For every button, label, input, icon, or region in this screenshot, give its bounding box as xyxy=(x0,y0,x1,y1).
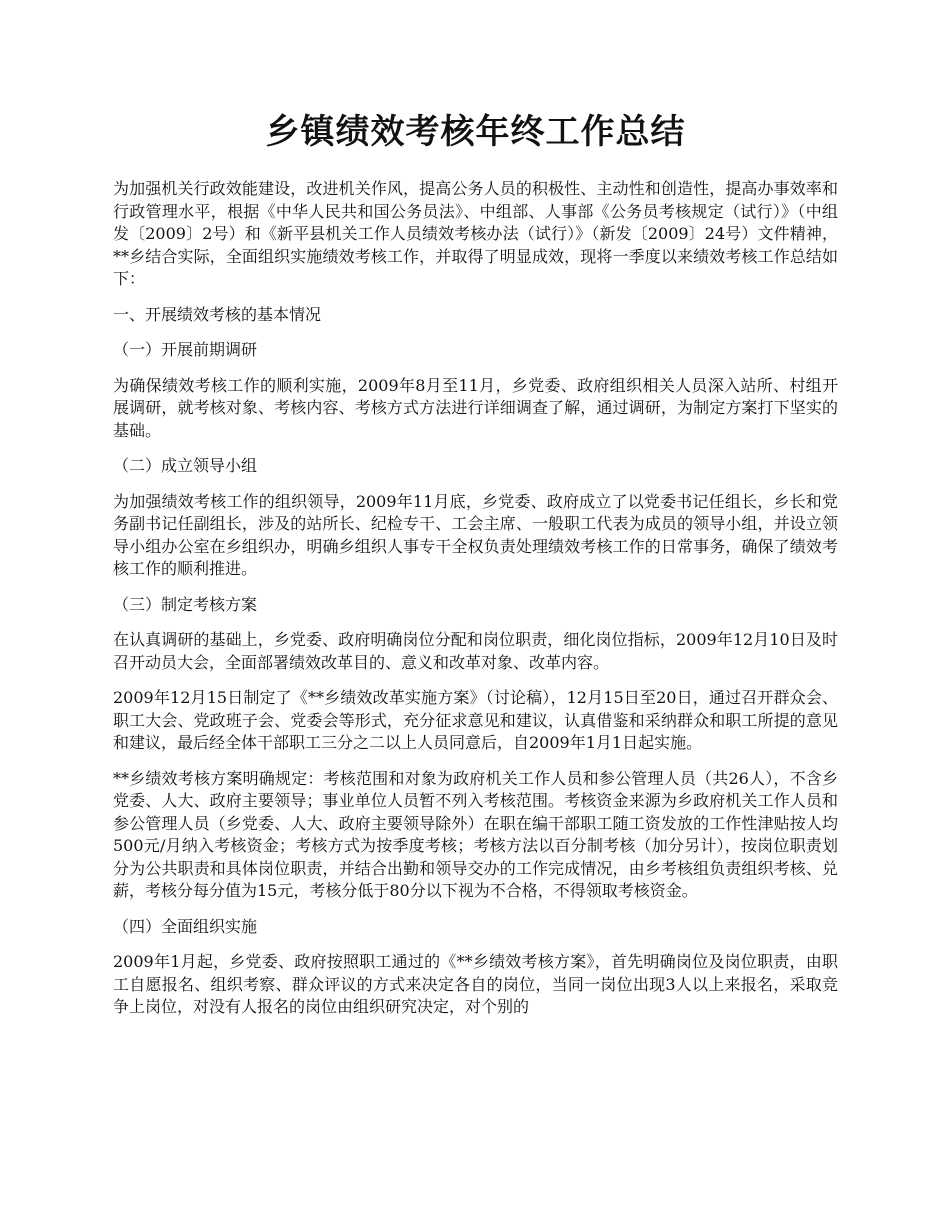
research-paragraph: 为确保绩效考核工作的顺利实施，2009年8月至11月，乡党委、政府组织相关人员深入站所、村组开展调研，就考核对象、考核内容、考核方式方法进行详细调查了解，通过调研，为制定方案打下坚实的基础。 xyxy=(113,375,838,440)
subsection-heading-2: （二）成立领导小组 xyxy=(113,456,258,476)
subsection-heading-3: （三）制定考核方案 xyxy=(113,594,258,614)
plan-paragraph-3: **乡绩效考核方案明确规定：考核范围和对象为政府机关工作人员和参公管理人员（共26人），不含乡党委、人大、政府主要领导；事业单位人员暂不列入考核范围。考核资金来源为乡政府机关工作人员和参公管理人员（乡党委、人大、政府主要领导除外）在职在编干部职工随工资发放的工作性津贴按人均500元/月纳入考核资金；考核方式为按季度考核；考核方法以百分制考核（加分另计），按岗位职责划分为公共职责和具体岗位职责，并结合出勤和领导交办的工作完成情况，由乡考核组负责组织考核、兑薪，考核分每分值为15元，考核分低于80分以下视为不合格，不得领取考核资金。 xyxy=(113,768,838,901)
implementation-paragraph: 2009年1月起，乡党委、政府按照职工通过的《**乡绩效考核方案》，首先明确岗位及岗位职责，由职工自愿报名、组织考察、群众评议的方式来决定各自的岗位，当同一岗位出现3人以上来报名，采取竞争上岗位，对没有人报名的岗位由组织研究决定，对个别的 xyxy=(113,952,838,1017)
subsection-heading-4: （四）全面组织实施 xyxy=(113,916,258,936)
subsection-heading-1: （一）开展前期调研 xyxy=(113,340,258,360)
section-heading-1: 一、开展绩效考核的基本情况 xyxy=(113,304,322,324)
leadership-paragraph: 为加强绩效考核工作的组织领导，2009年11月底，乡党委、政府成立了以党委书记任组长，乡长和党务副书记任副组长，涉及的站所长、纪检专干、工会主席、一般职工代表为成员的领导小组，并设立领导小组办公室在乡组织办，明确乡组织人事专干全权负责处理绩效考核工作的日常事务，确保了绩效考核工作的顺利推进。 xyxy=(113,491,838,579)
plan-paragraph-2: 2009年12月15日制定了《**乡绩效改革实施方案》（讨论稿），12月15日至20日，通过召开群众会、职工大会、党政班子会、党委会等形式，充分征求意见和建议，认真借鉴和采纳群众和职工所提的意见和建议，最后经全体干部职工三分之二以上人员同意后，自2009年1月1日起实施。 xyxy=(113,688,838,753)
document-title: 乡镇绩效考核年终工作总结 xyxy=(265,112,686,152)
intro-paragraph: 为加强机关行政效能建设，改进机关作风，提高公务人员的积极性、主动性和创造性，提高办事效率和行政管理水平，根据《中华人民共和国公务员法》、中组部、人事部《公务员考核规定（试行）》（中组发〔2009〕2号）和《新平县机关工作人员绩效考核办法（试行）》（新发〔2009〕24号）文件精神，**乡结合实际，全面组织实施绩效考核工作，并取得了明显成效，现将一季度以来绩效考核工作总结如下： xyxy=(113,179,838,289)
plan-paragraph-1: 在认真调研的基础上，乡党委、政府明确岗位分配和岗位职责，细化岗位指标，2009年12月10日及时召开动员大会，全面部署绩效改革目的、意义和改革对象、改革内容。 xyxy=(113,630,838,672)
